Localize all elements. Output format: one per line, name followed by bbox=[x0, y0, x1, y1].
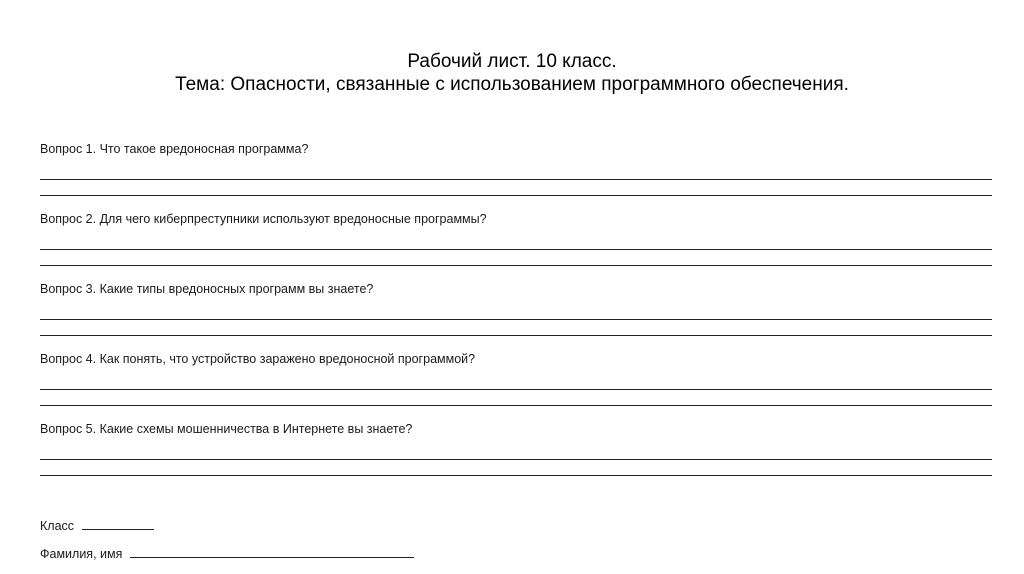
question-2 bbox=[40, 211, 992, 227]
class-blank-field[interactable] bbox=[82, 517, 154, 530]
name-blank-field[interactable] bbox=[130, 545, 414, 558]
answer-line bbox=[40, 475, 992, 476]
answer-line bbox=[40, 179, 992, 180]
title-line-1: Рабочий лист. 10 класс. bbox=[407, 51, 617, 72]
worksheet-title bbox=[0, 50, 1024, 96]
name-field-row bbox=[40, 545, 414, 562]
title-line-2: Тема: Опасности, связанные с использованием программного обеспечения. bbox=[175, 74, 849, 95]
answer-line bbox=[40, 249, 992, 250]
answer-line bbox=[40, 319, 992, 320]
answer-line bbox=[40, 335, 992, 336]
question-text: Вопрос 3. Какие типы вредоносных программ вы знаете? bbox=[40, 282, 374, 296]
question-1 bbox=[40, 141, 992, 157]
name-label: Фамилия, имя bbox=[40, 547, 123, 561]
question-text: Вопрос 1. Что такое вредоносная программа? bbox=[40, 142, 309, 156]
answer-line bbox=[40, 389, 992, 390]
answer-line bbox=[40, 265, 992, 266]
class-label: Класс bbox=[40, 519, 75, 533]
answer-line bbox=[40, 195, 992, 196]
question-text: Вопрос 5. Какие схемы мошенничества в Интернете вы знаете? bbox=[40, 422, 413, 436]
answer-line bbox=[40, 459, 992, 460]
answer-line bbox=[40, 405, 992, 406]
question-4 bbox=[40, 351, 992, 367]
class-field-row bbox=[40, 517, 154, 534]
question-5 bbox=[40, 421, 992, 437]
question-3 bbox=[40, 281, 992, 297]
question-text: Вопрос 2. Для чего киберпреступники используют вредоносные программы? bbox=[40, 212, 487, 226]
question-text: Вопрос 4. Как понять, что устройство заражено вредоносной программой? bbox=[40, 352, 476, 366]
